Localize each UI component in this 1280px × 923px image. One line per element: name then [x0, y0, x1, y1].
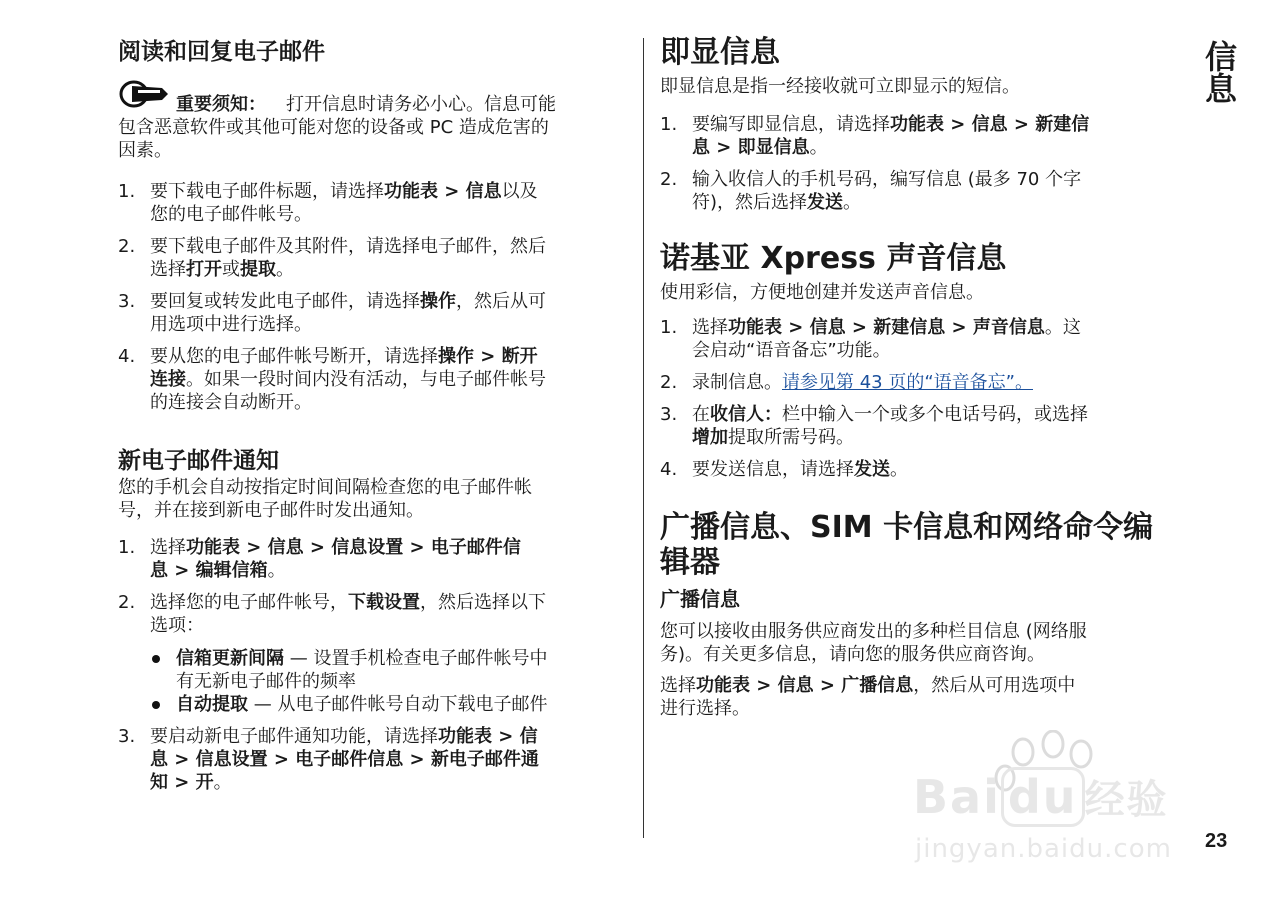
- list-item: 1. 选择功能表 > 信息 > 信息设置 > 电子邮件信 息 > 编辑信箱。: [118, 537, 521, 581]
- bullet-dot: [152, 655, 160, 663]
- warning-block: [118, 74, 630, 162]
- section-title-read-reply-email: 阅读和回复电子邮件: [118, 39, 325, 65]
- list-item: 4. 要从您的电子邮件帐号断开，请选择操作 > 断开 连接。如果一段时间内没有活动，与电子邮件帐号 的连接会自动断开。: [118, 346, 546, 413]
- option-bullets: [118, 647, 630, 716]
- paragraph: 您的手机会自动按指定时间间隔检查您的电子邮件帐: [118, 476, 532, 498]
- list-item: 4. 要发送信息，请选择发送。: [660, 459, 908, 480]
- column-divider: [643, 38, 644, 838]
- page-number: 23: [1205, 830, 1228, 852]
- watermark-brand: Bai du 经验: [913, 768, 1169, 825]
- steps-list-audio: [660, 316, 1175, 481]
- bullet-dot: [152, 701, 160, 709]
- steps-list-notification: [118, 536, 630, 794]
- warning-text: 因素。: [118, 140, 172, 161]
- paragraph: 号，并在接到新电子邮件时发出通知。: [118, 499, 424, 521]
- section-title-broadcast: 广播信息、SIM 卡信息和网络命令编 辑器: [660, 510, 1154, 580]
- warning-text: 包含恶意软件或其他可能对您的设备或 PC 造成危害的: [118, 117, 549, 138]
- baidu-watermark: [905, 730, 1205, 880]
- list-item: 2. 录制信息。请参见第 43 页的“语音备忘”。: [660, 372, 1033, 393]
- warning-text: 打开信息时请务必小心。信息可能: [286, 94, 556, 115]
- paragraph: 务)。有关更多信息，请向您的服务供应商咨询。: [660, 644, 1046, 665]
- list-item: 3. 要回复或转发此电子邮件，请选择操作，然后从可 用选项中进行选择。: [118, 291, 546, 335]
- list-item: 1. 要编写即显信息，请选择功能表 > 信息 > 新建信 息 > 即显信息。: [660, 114, 1090, 158]
- steps-list-flash: [660, 113, 1175, 214]
- section-title-flash-message: 即显信息: [660, 35, 780, 70]
- list-item: 2. 输入收信人的手机号码，编写信息 (最多 70 个字 符)，然后选择发送。: [660, 169, 1082, 213]
- warning-hand-icon: [118, 74, 170, 116]
- list-item: 2. 选择您的电子邮件帐号，下载设置，然后选择以下 选项：: [118, 592, 546, 636]
- chapter-side-label: 信息: [1200, 40, 1238, 104]
- bullet-item: 自动提取 — 从电子邮件帐号自动下载电子邮件: [150, 693, 630, 716]
- subsection-title-cell-broadcast: 广播信息: [660, 587, 740, 611]
- warning-label: 重要须知：: [176, 94, 266, 115]
- section-title-xpress-audio: 诺基亚 Xpress 声音信息: [660, 241, 1007, 276]
- list-item: 3. 在收信人：栏中输入一个或多个电话号码，或选择 增加提取所需号码。: [660, 404, 1088, 448]
- bullet-item: 信箱更新间隔 — 设置手机检查电子邮件帐号中 有无新电子邮件的频率: [150, 647, 630, 693]
- list-item: 1. 选择功能表 > 信息 > 新建信息 > 声音信息。这 会启动“语音备忘”功能。: [660, 317, 1081, 361]
- watermark-url: jingyan.baidu.com: [915, 834, 1172, 864]
- list-item: 3. 要启动新电子邮件通知功能，请选择功能表 > 信 息 > 信息设置 > 电子邮件信息 > 新电子邮件通 知 > 开。: [118, 726, 539, 793]
- section-title-new-email-notification: 新电子邮件通知: [118, 448, 279, 474]
- list-item: 1. 要下载电子邮件标题，请选择功能表 > 信息以及 您的电子邮件帐号。: [118, 181, 538, 225]
- paragraph: 您可以接收由服务供应商发出的多种栏目信息 (网络服: [660, 621, 1087, 642]
- paragraph: 选择功能表 > 信息 > 广播信息，然后从可用选项中 进行选择。: [660, 675, 1076, 719]
- voice-memo-link[interactable]: 请参见第 43 页的“语音备忘”。: [782, 372, 1033, 393]
- paragraph: 使用彩信，方便地创建并发送声音信息。: [660, 281, 984, 303]
- steps-list-read-email: [118, 180, 630, 414]
- paragraph: 即显信息是指一经接收就可立即显示的短信。: [660, 75, 1020, 97]
- list-item: 2. 要下载电子邮件及其附件，请选择电子邮件，然后 选择打开或提取。: [118, 236, 546, 280]
